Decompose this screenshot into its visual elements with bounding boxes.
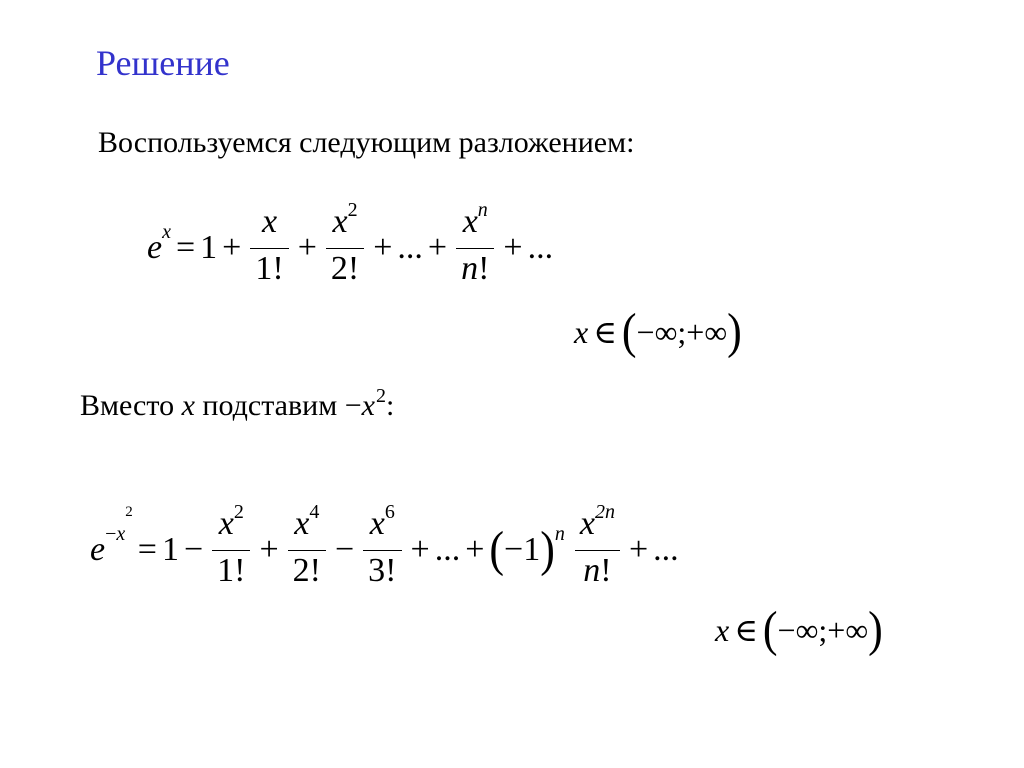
d1-plus-inf: +∞ — [686, 313, 728, 350]
f2-minus-2: − — [334, 531, 355, 568]
sub-colon: : — [385, 389, 395, 422]
f2-term-n — [575, 500, 620, 597]
f1-base-exp: x — [162, 220, 171, 243]
f1-eq: = — [175, 229, 196, 266]
f1-term-n-var: x — [462, 202, 478, 240]
d2-rparen: ) — [868, 602, 883, 657]
f1-term-1 — [250, 202, 288, 295]
slide-title: Решение — [96, 43, 230, 83]
f1-term-2-den: 2! — [330, 249, 360, 287]
f2-plus-3: + — [465, 531, 485, 568]
f1-plus-4: + — [427, 229, 448, 266]
f1-term-1-num: x — [261, 202, 278, 240]
f2-term-3-var: x — [369, 504, 385, 542]
f2-exp — [105, 503, 133, 546]
f2-term-3-num — [365, 500, 400, 550]
f2-exp-var: x — [116, 522, 126, 545]
sub-var: x — [181, 389, 195, 422]
f2-dots-2: ... — [653, 531, 679, 568]
d1-in: ∈ — [593, 314, 617, 350]
f1-term-n-den-var: n — [461, 249, 479, 287]
f2-term-3-den: 3! — [368, 551, 397, 589]
f2-eq: = — [137, 531, 157, 568]
f2-term-3-exp: 6 — [384, 500, 395, 523]
f1-term-2-num — [327, 198, 362, 248]
f2-term-n-den — [578, 551, 616, 597]
f1-base: e — [147, 229, 163, 266]
domain-2 — [715, 602, 883, 657]
f2-term-n-var: x — [579, 504, 595, 542]
f1-term-n-den — [456, 249, 494, 295]
domain-1 — [574, 304, 742, 359]
f2-term-2-num — [289, 500, 324, 550]
sub-expr-var: x — [361, 389, 375, 422]
exp-neg-x2-series-formula — [90, 495, 679, 605]
f1-dots-2: ... — [527, 229, 554, 266]
f2-term-n-num — [575, 500, 620, 550]
f1-one: 1 — [200, 229, 218, 266]
f1-plus-5: + — [503, 229, 523, 266]
f1-term-n-exp: n — [477, 198, 488, 221]
f2-rparen: ) — [540, 522, 555, 577]
d1-rparen: ) — [727, 304, 742, 359]
f1-term-n — [456, 198, 494, 295]
f2-term-1-var: x — [218, 504, 234, 542]
d1-lparen: ( — [621, 304, 637, 359]
f2-term-2-exp: 4 — [309, 500, 320, 523]
f1-term-2-var: x — [332, 202, 348, 240]
substitute-text — [80, 385, 395, 423]
f2-term-2-var: x — [294, 504, 310, 542]
f2-minus-1: − — [183, 531, 204, 568]
exp-series-formula — [147, 200, 553, 296]
f2-exp-pow: 2 — [125, 503, 133, 520]
f2-term-n-den-bang: ! — [600, 551, 612, 589]
f2-exp-minus: − — [105, 522, 117, 545]
f2-base: e — [90, 531, 106, 568]
f2-one: 1 — [161, 531, 179, 568]
f1-plus-1: + — [222, 229, 242, 266]
f2-term-3 — [363, 500, 401, 597]
d2-minus-inf: −∞ — [777, 611, 819, 648]
f1-plus-2: + — [297, 229, 317, 266]
f1-dots-1: ... — [397, 229, 423, 266]
d1-var: x — [574, 313, 589, 350]
f1-term-2-exp: 2 — [347, 198, 358, 221]
f1-term-n-den-bang: ! — [478, 249, 490, 287]
d1-sep: ; — [677, 313, 687, 350]
d2-sep: ; — [818, 611, 828, 648]
f2-term-1-den: 1! — [217, 551, 246, 589]
f2-neg-one: −1 — [504, 531, 541, 568]
d1-minus-inf: −∞ — [636, 313, 678, 350]
f2-lparen: ( — [489, 522, 505, 577]
f2-term-1 — [212, 500, 250, 597]
f2-plus-2: + — [410, 531, 430, 568]
f2-plus-1: + — [259, 531, 279, 568]
f2-dots-1: ... — [434, 531, 461, 568]
sub-expr-pow: 2 — [375, 385, 386, 407]
d2-var: x — [715, 611, 730, 648]
d2-lparen: ( — [762, 602, 778, 657]
f2-term-n-den-var: n — [583, 551, 601, 589]
f1-term-2 — [326, 198, 364, 295]
f2-term-2 — [288, 500, 326, 597]
f2-term-n-exp: 2n — [594, 500, 615, 523]
f1-term-1-den: 1! — [255, 249, 284, 287]
d2-in: ∈ — [734, 612, 758, 648]
f2-plus-4: + — [628, 531, 649, 568]
f1-term-n-num — [458, 198, 493, 248]
sub-middle: подставим — [202, 389, 338, 422]
sub-before: Вместо — [80, 389, 175, 422]
f2-paren-exp: n — [554, 522, 565, 545]
intro-text: Воспользуемся следующим разложением: — [98, 126, 635, 159]
f2-term-2-den: 2! — [292, 551, 321, 589]
d2-plus-inf: +∞ — [827, 611, 869, 648]
f2-term-1-exp: 2 — [233, 500, 244, 523]
f2-term-1-num — [214, 500, 249, 550]
sub-minus: − — [344, 389, 362, 422]
f1-plus-3: + — [373, 229, 393, 266]
